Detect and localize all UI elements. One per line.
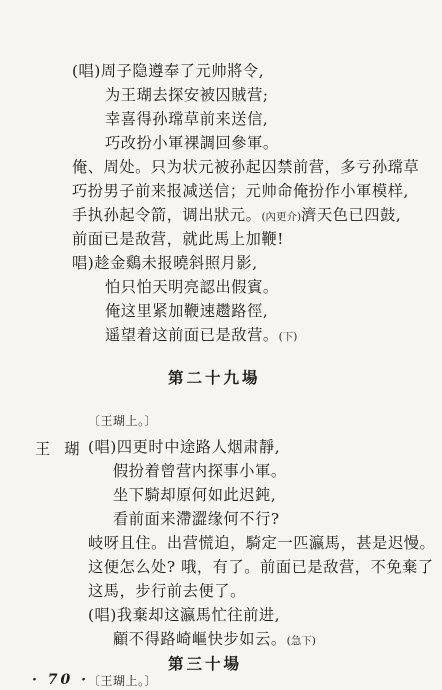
sung-line: (唱)四更时中途路人烟肃靜, <box>88 438 281 456</box>
scene-title: 第三十場 <box>168 654 243 673</box>
speaker-name: 王瑚 <box>35 440 94 458</box>
sung-text: 顧不得路崎嶇快步如云。 <box>113 630 287 648</box>
spoken-text: 濟天色已四鼓, <box>301 206 402 224</box>
entrance-direction: 〔王瑚上。〕 <box>88 674 158 688</box>
stage-direction: (下) <box>278 331 298 343</box>
scene-title: 第二十九場 <box>168 368 261 387</box>
page-number: · 70 · <box>32 672 89 688</box>
spoken-line <box>72 206 401 226</box>
spoken-line: 岐呀且住。出营慌迫，騎定一匹瀛馬，甚是迟慢。 <box>88 534 436 552</box>
spoken-line: 这馬，步行前去便了。 <box>88 582 246 600</box>
sung-line <box>105 326 297 346</box>
spoken-line: 巧扮男子前来报减送信；元帅命俺扮作小軍模样, <box>72 182 409 200</box>
sung-text: 遥望着这前面已是敌营。 <box>105 326 279 344</box>
sung-line: 唱)趁金鷄未报曉斜照月影, <box>72 254 258 272</box>
entrance-direction: 〔王瑚上。〕 <box>88 414 158 428</box>
sung-line: 坐下騎却原何如此迟鈍, <box>113 486 277 504</box>
sung-line: (唱)我棄却这瀛馬忙往前进, <box>88 606 281 624</box>
spoken-line: 前面已是敌营，就此馬上加鞭! <box>72 230 284 248</box>
sung-line: 巧改扮小軍裸調回參軍。 <box>105 134 279 152</box>
stage-direction: (內更介) <box>261 211 302 223</box>
sung-line: (唱)周子隐遵奉了元帅將令, <box>72 62 265 80</box>
stage-direction: (急下) <box>286 635 316 647</box>
spoken-line: 俺、周处。只为状元被孙起囚禁前营，多亏孙瑺草 <box>72 158 420 176</box>
sung-line: 怕只怕天明亮認出假賓。 <box>105 278 279 296</box>
sung-line: 幸喜得孙瑺草前来送信, <box>105 110 269 128</box>
sung-line: 俺这里紧加鞭速趱路徑, <box>105 302 269 320</box>
sung-line: 为王瑚去探安被囚賊营; <box>105 86 269 104</box>
sung-line <box>113 630 316 650</box>
spoken-line: 这便怎么处? 哦，有了。前面已是敌营，不免棄了 <box>88 558 434 576</box>
sung-line: 假扮着曾营内探事小軍。 <box>113 462 287 480</box>
sung-line: 看前面来滯澀缘何不行? <box>113 510 280 528</box>
spoken-text: 手执孙起令箭，调出狀元。 <box>72 206 262 224</box>
